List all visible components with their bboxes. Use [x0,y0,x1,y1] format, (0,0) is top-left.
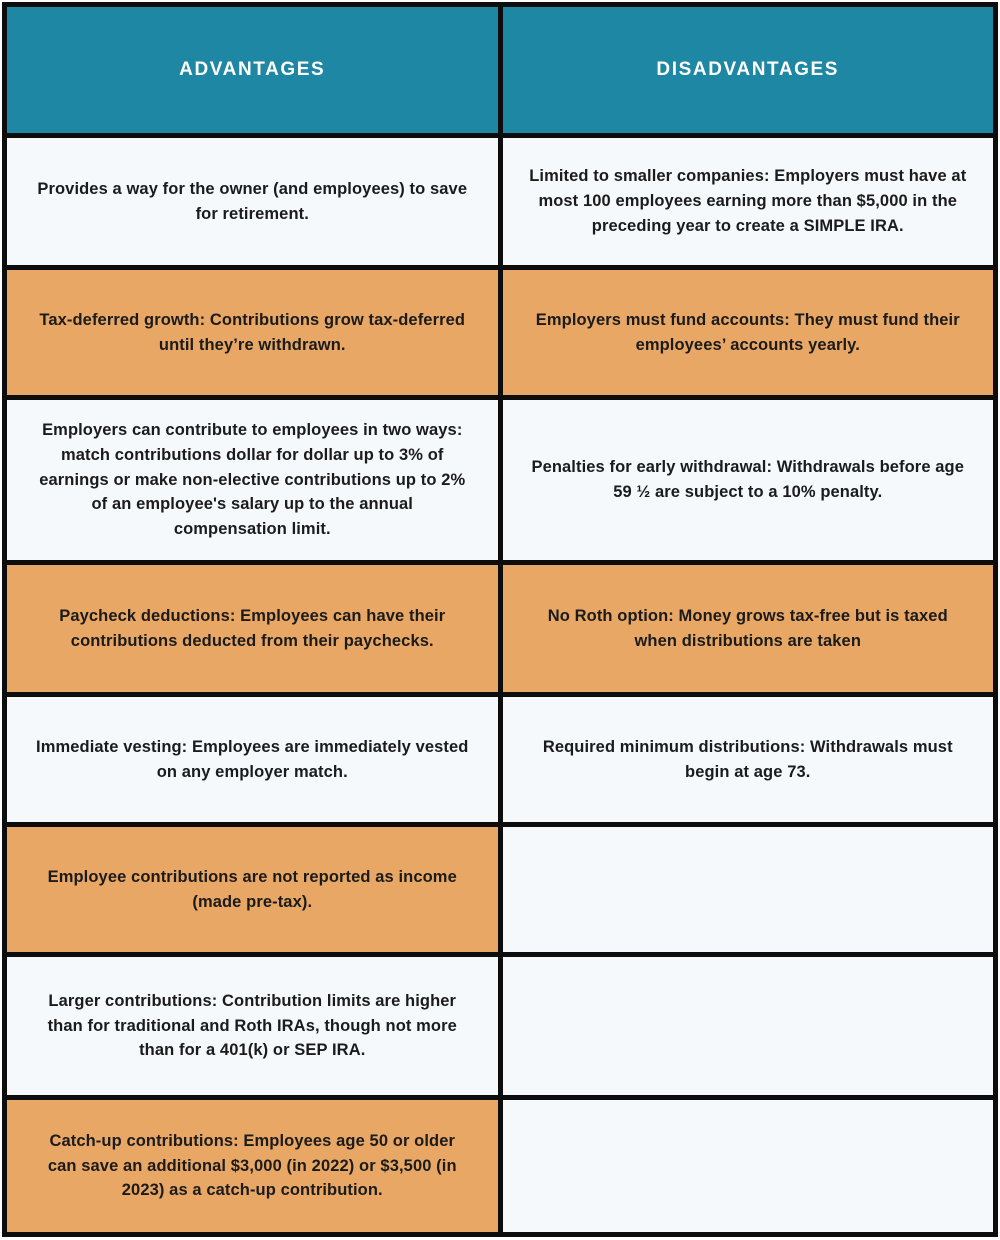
disadvantage-cell-2: Employers must fund accounts: They must fund their employees’ accounts yearly. [503,270,994,395]
advantage-cell-4: Paycheck deductions: Employees can have their contributions deducted from their paychecks. [7,565,498,692]
disadvantage-cell-5: Required minimum distributions: Withdrawals must begin at age 73. [503,697,994,822]
advantage-cell-8: Catch-up contributions: Employees age 50 or older can save an additional $3,000 (in 2022) or $3,500 (in 2023) as a catch-up contribution. [7,1100,498,1232]
disadvantages-header: DISADVANTAGES [503,7,994,133]
disadvantage-cell-7-empty [503,957,994,1095]
advantage-cell-2: Tax-deferred growth: Contributions grow tax-deferred until they’re withdrawn. [7,270,498,395]
disadvantage-cell-4: No Roth option: Money grows tax-free but is taxed when distributions are taken [503,565,994,692]
disadvantage-cell-8-empty [503,1100,994,1232]
advantage-cell-5: Immediate vesting: Employees are immediately vested on any employer match. [7,697,498,822]
disadvantage-cell-6-empty [503,827,994,952]
disadvantage-cell-1: Limited to smaller companies: Employers must have at most 100 employees earning more than $5,000 in the preceding year to create a SIMPLE IRA. [503,138,994,265]
advantage-cell-7: Larger contributions: Contribution limits are higher than for traditional and Roth IRAs, though not more than for a 401(k) or SEP IRA. [7,957,498,1095]
disadvantage-cell-3: Penalties for early withdrawal: Withdrawals before age 59 ½ are subject to a 10% penalty. [503,400,994,560]
advantage-cell-6: Employee contributions are not reported as income (made pre-tax). [7,827,498,952]
advantage-cell-1: Provides a way for the owner (and employees) to save for retirement. [7,138,498,265]
table-grid [2,2,998,1237]
advantage-cell-3: Employers can contribute to employees in two ways: match contributions dollar for dollar up to 3% of earnings or make non-elective contributions up to 2% of an employee's salary up to the annual compensation limit. [7,400,498,560]
advantages-header: ADVANTAGES [7,7,498,133]
